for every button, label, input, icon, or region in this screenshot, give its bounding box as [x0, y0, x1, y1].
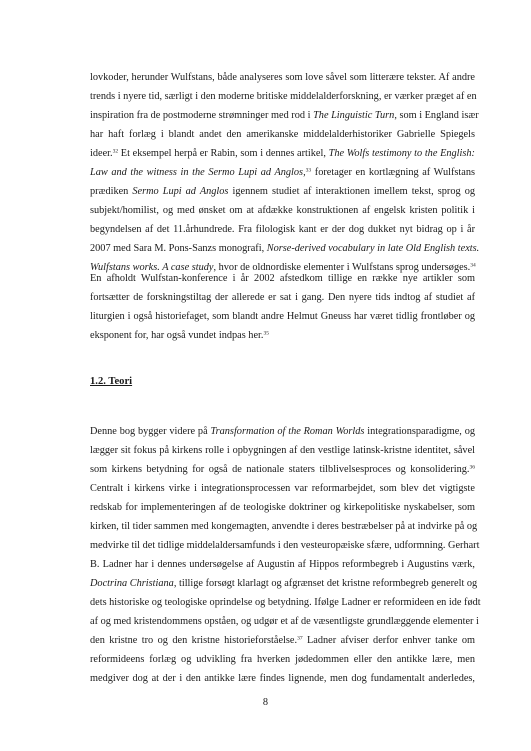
section-heading: 1.2. Teori	[90, 376, 133, 387]
text-run: , hvor de oldnordiske elementer i Wulfstans sprog undersøges.	[213, 262, 471, 273]
text-line: begyndelsen af det 11.århundrede. Fra filologisk kant er der dog dukket nyt bidrag op i år	[90, 224, 475, 235]
text-run: igennem studiet af interaktionen imellem tekst, sprog og	[228, 186, 475, 197]
italic-title: Doctrina Christiana	[90, 578, 174, 589]
text-run: eksponent for, har også vundet indpas her.	[90, 330, 264, 341]
text-line: redskab for implementeringen af de teologiske doktriner og kirkepolitiske nyskabelser, som	[90, 502, 475, 513]
text-line: lægger sit fokus på kirkens rolle i opbygningen af den vestlige latinsk-kristne identitet, såvel	[90, 445, 475, 456]
text-line: medvirke til det tidlige middelaldersamfunds i den vesteuropæiske sfære, udformning. Gerhart	[90, 540, 480, 551]
text-line: B. Ladner har i dennes undersøgelse af Augustin af Hippos reformbegreb i Augustins værk,	[90, 559, 475, 570]
text-line	[90, 631, 475, 650]
text-run: Denne bog bygger videre på	[90, 426, 211, 437]
text-line: En afholdt Wulfstan-konference i år 2002 afstedkom tillige en række nye artikler som	[90, 273, 475, 284]
text-run: Et eksempel herpå er Rabin, som i dennes artikel,	[118, 148, 329, 159]
text-run: ideer.	[90, 148, 113, 159]
text-line: dets historiske og teologiske oprindelse og betydning. Ifølge Ladner er reformideen en ide født	[90, 597, 481, 608]
text-run: , tillige forsøgt klarlagt og afgrænset det kristne reformbegreb generelt og	[173, 578, 478, 589]
italic-title: The Linguistic Turn	[313, 110, 395, 121]
text-run: , som i England især	[394, 110, 479, 121]
paragraph-theory	[90, 422, 481, 688]
italic-title: Transformation of the Roman Worlds	[210, 426, 365, 437]
text-line	[90, 144, 475, 163]
paragraph-research-trends	[90, 68, 480, 277]
text-line: af og med kristendommens opståen, og udgør et af de væsentligste grundlæggende elementer i	[90, 616, 479, 627]
text-line	[90, 326, 475, 345]
text-line: har haft forlæg i blandt andet den amerikanske middelalderhistoriker Gabrielle Spiegels	[90, 129, 475, 140]
text-line: Centralt i kirkens virke i integrationsprocessen var reformarbejdet, som blev det vigtigste	[90, 483, 475, 494]
italic-title: The Wolfs testimony to the English:	[328, 148, 475, 159]
footnote-ref[interactable]: 32	[112, 148, 119, 155]
text-line: subjekt/homilist, og med ønsket om at afdække konstruktionen af engelsk kristen politik i	[90, 205, 475, 216]
text-run: 2007 med Sara M. Pons-Sanzs monografi,	[90, 243, 267, 254]
paragraph-conference	[90, 269, 475, 345]
text-line	[90, 460, 475, 479]
text-run: inspiration fra de postmoderne strømninger med rod i	[90, 110, 314, 121]
footnote-ref[interactable]: 35	[263, 330, 269, 337]
text-line	[90, 422, 475, 441]
text-run: den kristne tro og den kristne historieforståelse.	[90, 635, 298, 646]
text-line	[90, 106, 479, 125]
italic-title: Norse-derived vocabulary in late Old English texts.	[266, 243, 480, 254]
text-run: som kirkens betydning for også de nationale staters tilblivelsesproces og konsolidering.	[90, 464, 470, 475]
text-run: foretager en kortlægning af Wulfstans	[311, 167, 475, 178]
text-run: Ladner afviser derfor enhver tanke om	[302, 635, 475, 646]
text-line: lovkoder, herunder Wulfstans, både analyseres som love såvel som litterære tekster. Af andre	[90, 72, 475, 83]
text-line: reformideens forlæg og udvikling fra hverken jødedommen eller den antikke lære, men	[90, 654, 475, 665]
text-line: kirken, til tider sammen med kongemagten, anvendte i deres bestræbelser på at indvirke på og	[90, 521, 478, 532]
text-line	[90, 163, 475, 182]
text-run: prædiken	[90, 186, 133, 197]
text-line: fortsætter de forskningstiltag der allerede er sat i gang. Den nyere tids indtog af studiet af	[90, 292, 475, 303]
text-line	[90, 239, 480, 258]
footnote-ref[interactable]: 37	[297, 635, 303, 642]
text-line: medgiver dog at der i den antikke lære findes lignende, men dog fundamentalt anderledes,	[90, 673, 475, 684]
page-number: 8	[262, 697, 269, 708]
footnote-ref[interactable]: 33	[305, 167, 312, 174]
italic-title: Sermo Lupi ad Anglos	[132, 186, 229, 197]
text-line: trends i nyere tid, særligt i den moderne britiske middelalderforskning, er værker præget af en	[90, 91, 477, 102]
text-line	[90, 182, 475, 201]
text-run: integrationsparadigme, og	[364, 426, 476, 437]
footnote-ref[interactable]: 36	[469, 464, 475, 471]
footnote-ref[interactable]: 34	[470, 262, 476, 269]
italic-title: Wulfstans works. A case study	[90, 262, 214, 273]
text-line: liturgien i også historiefaget, som blandt andre Helmut Gneuss har været tidlig frontløber og	[90, 311, 475, 322]
text-line	[90, 574, 478, 593]
italic-title: Law and the witness in the Sermo Lupi ad Anglos,	[90, 167, 306, 178]
